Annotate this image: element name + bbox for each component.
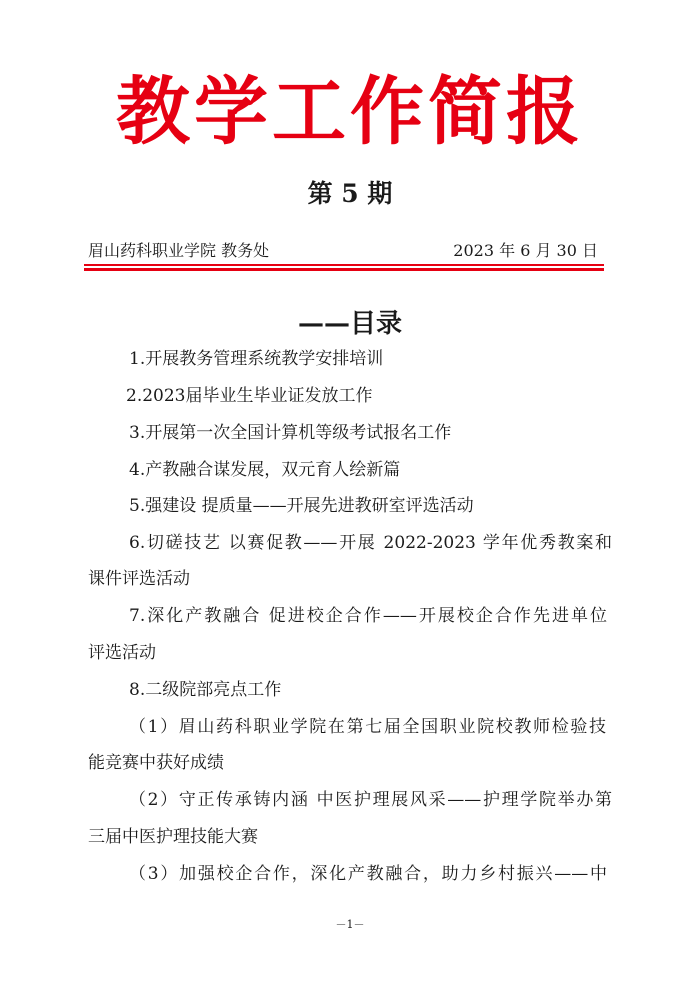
toc-item-7: 7.深化产教融合 促进校企合作——开展校企合作先进单位 bbox=[129, 606, 607, 626]
toc-subitem-2-cont: 三届中医护理技能大赛 bbox=[88, 827, 258, 847]
toc-item-6: 6.切磋技艺 以赛促教——开展 2022-2023 学年优秀教案和 bbox=[129, 533, 612, 553]
toc-item-4: 4.产教融合谋发展，双元育人绘新篇 bbox=[129, 460, 401, 480]
toc-item-1: 1.开展教务管理系统教学安排培训 bbox=[129, 349, 384, 369]
masthead-title: 教学工作简报 bbox=[116, 69, 584, 155]
toc-item-2: 2.2023届毕业生毕业证发放工作 bbox=[126, 386, 373, 406]
toc-item-8: 8.二级院部亮点工作 bbox=[129, 680, 282, 700]
toc-subitem-1-cont: 能竞赛中获好成绩 bbox=[88, 753, 224, 773]
header-rule-thick bbox=[84, 268, 604, 271]
toc-subitem-3: （3）加强校企合作，深化产教融合，助力乡村振兴——中 bbox=[129, 864, 607, 884]
toc-subitem-2: （2）守正传承铸内涵 中医护理展风采——护理学院举办第 bbox=[129, 790, 612, 810]
page-number: －1－ bbox=[335, 918, 365, 931]
toc-subitem-1: （1）眉山药科职业学院在第七届全国职业院校教师检验技 bbox=[129, 717, 606, 737]
issuing-unit: 眉山药科职业学院 教务处 bbox=[88, 241, 270, 260]
toc-item-6-cont: 课件评选活动 bbox=[88, 569, 190, 589]
issue-number: 第 5 期 bbox=[307, 179, 393, 208]
header-rule-thin bbox=[84, 264, 604, 266]
issue-date: 2023 年 6 月 30 日 bbox=[453, 241, 598, 260]
toc-title: ——目录 bbox=[297, 309, 402, 339]
toc-item-3: 3.开展第一次全国计算机等级考试报名工作 bbox=[129, 423, 452, 443]
toc-item-7-cont: 评选活动 bbox=[88, 643, 156, 663]
toc-item-5: 5.强建设 提质量——开展先进教研室评选活动 bbox=[129, 496, 474, 516]
